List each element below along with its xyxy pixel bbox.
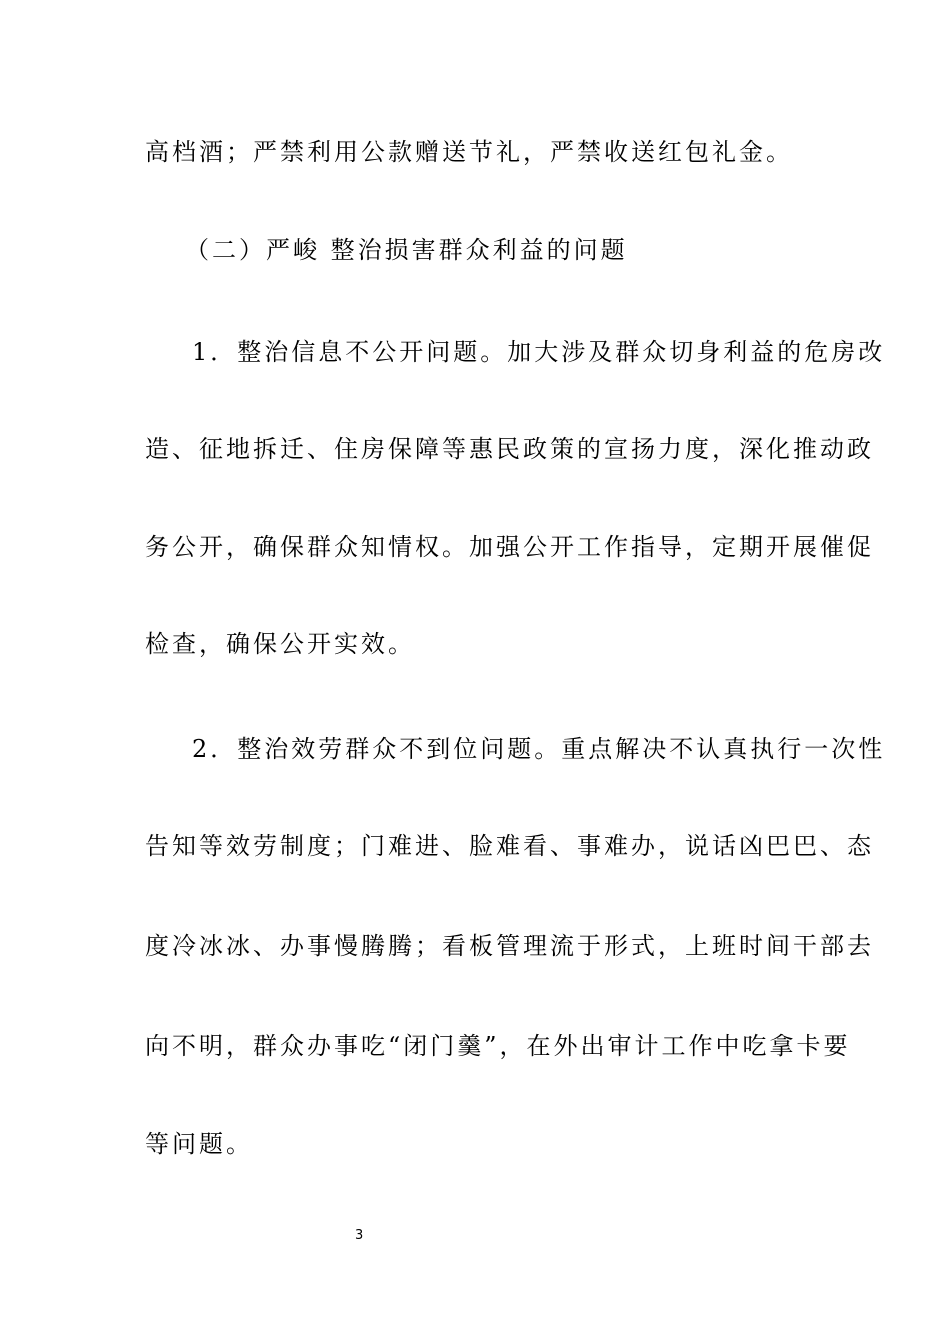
- paragraph-line: 告知等效劳制度；门难进、脸难看、事难办，说话凶巴巴、态: [145, 832, 874, 860]
- section-heading: （二）严峻 整治损害群众利益的问题: [185, 236, 628, 264]
- paragraph-line: 度冷冰冰、办事慢腾腾；看板管理流于形式，上班时间干部去: [145, 932, 874, 960]
- paragraph-line: 向不明，群众办事吃“闭门羹”，在外出审计工作中吃拿卡要: [145, 1032, 851, 1060]
- paragraph-line: 造、征地拆迁、住房保障等惠民政策的宣扬力度，深化推动政: [145, 435, 874, 463]
- paragraph-line: 检查，确保公开实效。: [145, 630, 415, 658]
- paragraph-line: 高档酒；严禁利用公款赠送节礼，严禁收送红包礼金。: [145, 138, 793, 166]
- paragraph-line: 等问题。: [145, 1130, 253, 1158]
- page-number: 3: [355, 1228, 364, 1243]
- paragraph-line: 2．整治效劳群众不到位问题。重点解决不认真执行一次性: [192, 735, 886, 763]
- paragraph-line: 1．整治信息不公开问题。加大涉及群众切身利益的危房改: [192, 338, 886, 366]
- paragraph-line: 务公开，确保群众知情权。加强公开工作指导，定期开展催促: [145, 533, 874, 561]
